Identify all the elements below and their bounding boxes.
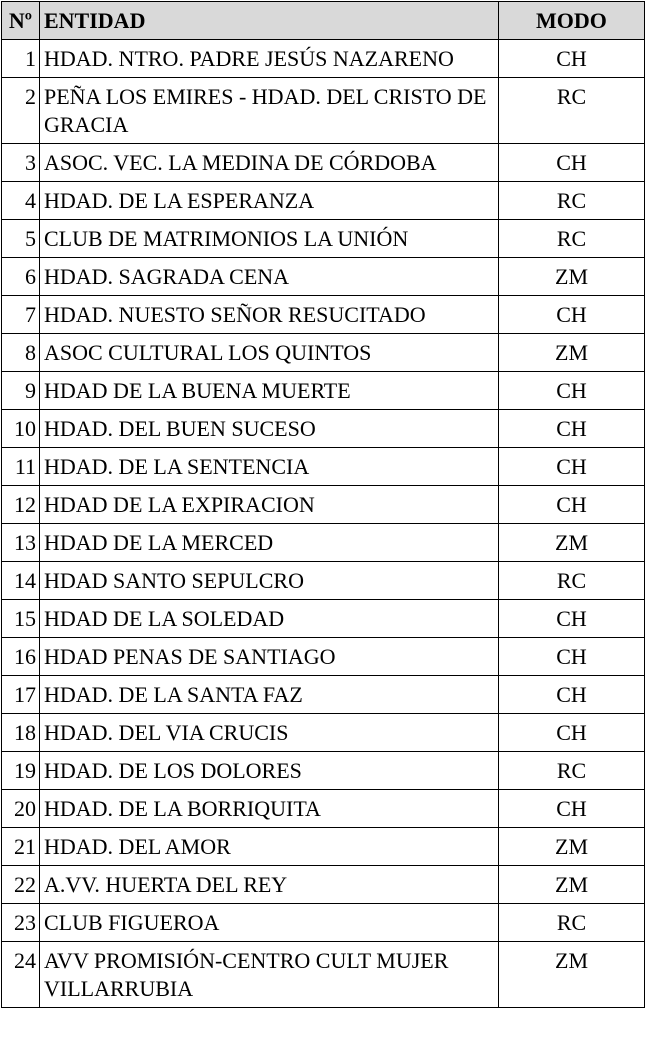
- row-entity: ASOC CULTURAL LOS QUINTOS: [40, 334, 499, 372]
- row-number: 4: [2, 182, 40, 220]
- row-mode: RC: [499, 904, 645, 942]
- table-row: [2, 676, 645, 714]
- row-number: 17: [2, 676, 40, 714]
- row-number: 10: [2, 410, 40, 448]
- row-number: 14: [2, 562, 40, 600]
- row-mode: ZM: [499, 258, 645, 296]
- table-row: [2, 410, 645, 448]
- row-number: 24: [2, 942, 40, 1008]
- row-entity: HDAD. DE LA ESPERANZA: [40, 182, 499, 220]
- row-mode: ZM: [499, 942, 645, 1008]
- row-mode: RC: [499, 182, 645, 220]
- row-number: 12: [2, 486, 40, 524]
- row-mode: ZM: [499, 334, 645, 372]
- row-mode: CH: [499, 296, 645, 334]
- row-number: 5: [2, 220, 40, 258]
- row-mode: ZM: [499, 524, 645, 562]
- table-row: [2, 220, 645, 258]
- row-number: 1: [2, 40, 40, 78]
- row-entity: HDAD. SAGRADA CENA: [40, 258, 499, 296]
- row-entity: HDAD. DEL AMOR: [40, 828, 499, 866]
- row-entity: CLUB FIGUEROA: [40, 904, 499, 942]
- row-number: 15: [2, 600, 40, 638]
- row-entity: AVV PROMISIÓN-CENTRO CULT MUJER VILLARRUBIA: [40, 942, 499, 1008]
- row-mode: CH: [499, 448, 645, 486]
- table-row: [2, 182, 645, 220]
- table-row: [2, 448, 645, 486]
- row-mode: CH: [499, 372, 645, 410]
- table-row: [2, 562, 645, 600]
- table-row: [2, 600, 645, 638]
- row-entity: HDAD DE LA EXPIRACION: [40, 486, 499, 524]
- table-row: [2, 790, 645, 828]
- table-header: [2, 2, 645, 40]
- row-mode: CH: [499, 638, 645, 676]
- row-mode: CH: [499, 486, 645, 524]
- table-row: [2, 638, 645, 676]
- row-mode: CH: [499, 600, 645, 638]
- row-number: 11: [2, 448, 40, 486]
- header-row: [2, 2, 645, 40]
- row-entity: A.VV. HUERTA DEL REY: [40, 866, 499, 904]
- row-mode: CH: [499, 144, 645, 182]
- table-row: [2, 752, 645, 790]
- row-number: 3: [2, 144, 40, 182]
- row-number: 13: [2, 524, 40, 562]
- row-mode: ZM: [499, 828, 645, 866]
- table-row: [2, 296, 645, 334]
- table-row: [2, 334, 645, 372]
- table-row: [2, 942, 645, 1008]
- row-number: 7: [2, 296, 40, 334]
- row-number: 23: [2, 904, 40, 942]
- table-row: [2, 904, 645, 942]
- row-entity: HDAD PENAS DE SANTIAGO: [40, 638, 499, 676]
- row-number: 18: [2, 714, 40, 752]
- row-number: 8: [2, 334, 40, 372]
- row-mode: CH: [499, 40, 645, 78]
- row-entity: HDAD. DE LOS DOLORES: [40, 752, 499, 790]
- row-mode: RC: [499, 78, 645, 144]
- table-row: [2, 144, 645, 182]
- row-number: 19: [2, 752, 40, 790]
- table-row: [2, 524, 645, 562]
- row-mode: CH: [499, 790, 645, 828]
- row-mode: RC: [499, 220, 645, 258]
- row-number: 6: [2, 258, 40, 296]
- header-entity: ENTIDAD: [40, 2, 499, 40]
- table-row: [2, 372, 645, 410]
- row-number: 22: [2, 866, 40, 904]
- row-mode: RC: [499, 562, 645, 600]
- row-entity: HDAD. DEL BUEN SUCESO: [40, 410, 499, 448]
- row-mode: RC: [499, 752, 645, 790]
- row-entity: HDAD. DE LA BORRIQUITA: [40, 790, 499, 828]
- row-mode: ZM: [499, 866, 645, 904]
- table-row: [2, 40, 645, 78]
- table-row: [2, 714, 645, 752]
- table-row: [2, 866, 645, 904]
- entity-table: [1, 1, 645, 1008]
- table-row: [2, 78, 645, 144]
- row-mode: CH: [499, 714, 645, 752]
- header-number: Nº: [2, 2, 40, 40]
- row-entity: HDAD DE LA SOLEDAD: [40, 600, 499, 638]
- row-number: 2: [2, 78, 40, 144]
- row-mode: CH: [499, 676, 645, 714]
- row-mode: CH: [499, 410, 645, 448]
- row-number: 16: [2, 638, 40, 676]
- row-entity: PEÑA LOS EMIRES - HDAD. DEL CRISTO DE GRACIA: [40, 78, 499, 144]
- row-entity: HDAD DE LA BUENA MUERTE: [40, 372, 499, 410]
- row-entity: HDAD. NTRO. PADRE JESÚS NAZARENO: [40, 40, 499, 78]
- row-entity: ASOC. VEC. LA MEDINA DE CÓRDOBA: [40, 144, 499, 182]
- table-body: [2, 40, 645, 1008]
- row-number: 20: [2, 790, 40, 828]
- table-row: [2, 486, 645, 524]
- row-number: 21: [2, 828, 40, 866]
- table-row: [2, 828, 645, 866]
- row-entity: HDAD. DE LA SANTA FAZ: [40, 676, 499, 714]
- header-mode: MODO: [499, 2, 645, 40]
- row-number: 9: [2, 372, 40, 410]
- row-entity: CLUB DE MATRIMONIOS LA UNIÓN: [40, 220, 499, 258]
- row-entity: HDAD. NUESTO SEÑOR RESUCITADO: [40, 296, 499, 334]
- row-entity: HDAD SANTO SEPULCRO: [40, 562, 499, 600]
- row-entity: HDAD. DEL VIA CRUCIS: [40, 714, 499, 752]
- table-row: [2, 258, 645, 296]
- row-entity: HDAD DE LA MERCED: [40, 524, 499, 562]
- row-entity: HDAD. DE LA SENTENCIA: [40, 448, 499, 486]
